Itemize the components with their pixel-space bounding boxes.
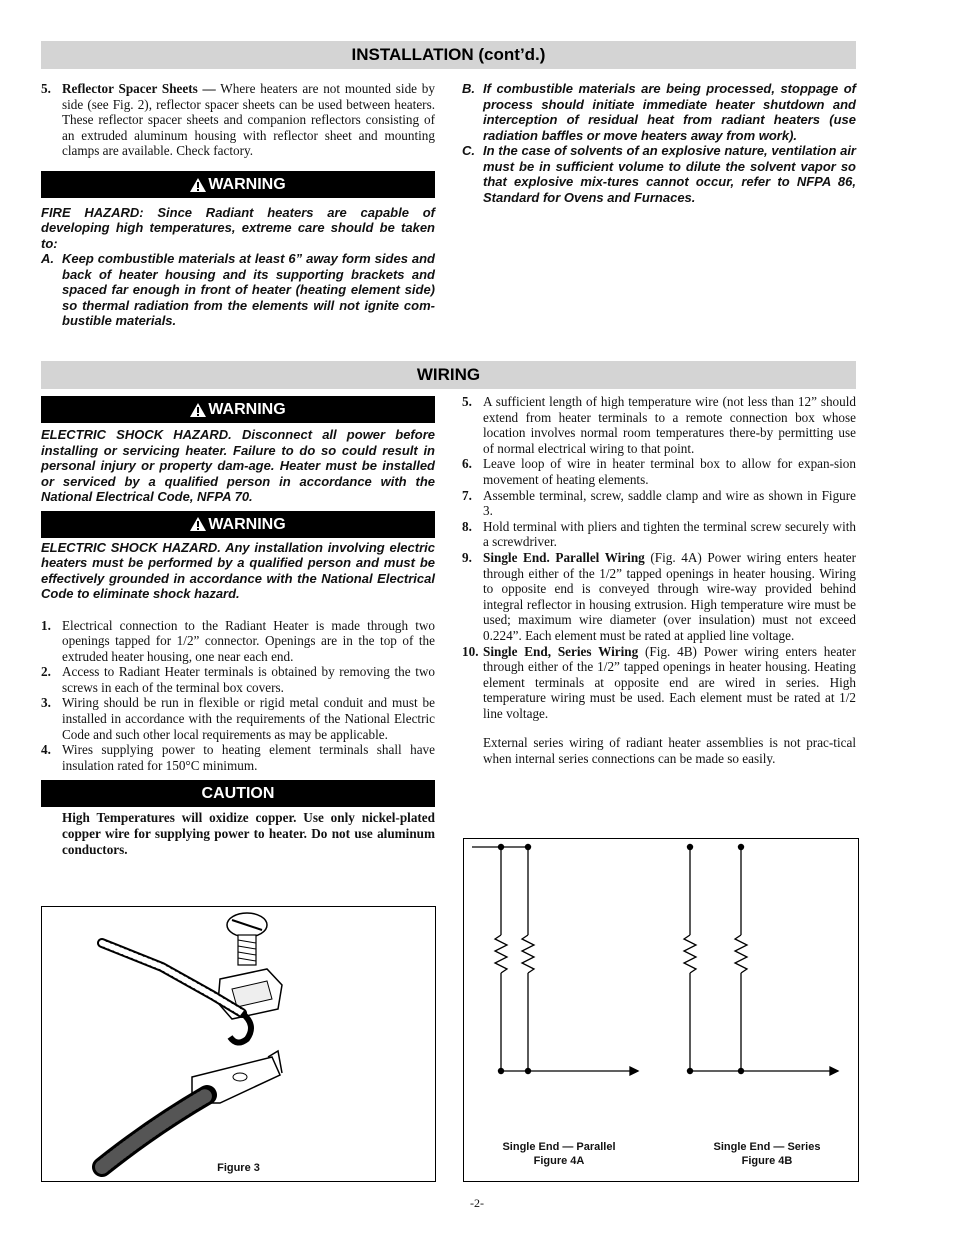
item-text: Assemble terminal, screw, saddle clamp and wire as shown in Figure 3. <box>483 487 856 519</box>
item-number: 5. <box>41 81 51 96</box>
warning-banner <box>41 511 435 538</box>
figure-4-box <box>463 838 859 1182</box>
reflector-spacer-item <box>41 81 435 159</box>
warning-triangle-icon <box>190 403 206 417</box>
wiring-right-column <box>462 394 856 767</box>
installation-left-column <box>41 81 435 329</box>
list-item <box>462 519 856 550</box>
list-item <box>41 742 435 773</box>
fire-hazard-item-a <box>41 251 435 329</box>
warning-banner <box>41 396 435 423</box>
list-item <box>462 644 856 722</box>
item-text: Electrical connection to the Radiant Heater is made through two openings tapped for 1/2” connector. Openings are in the top of the extruded heater housing, one near each end. <box>62 617 435 664</box>
list-item <box>462 456 856 487</box>
figure-4a-label: Figure 4A <box>533 1155 585 1167</box>
caution-text: High Temperatures will oxidize copper. Use only nickel-plated copper wire for supplying power to heater. Do not use aluminum conductors. <box>62 810 435 857</box>
item-number: 4. <box>41 742 51 758</box>
warning-banner <box>41 171 435 198</box>
item-text: Where heaters are not mounted side by side (see Fig. 2), reflector spacer sheets can be used between heaters. These reflector spacer sheets and companion reflectors consisting of an extruded aluminum housing with reflector sheet and mounting clamps are available. Check factory. <box>62 81 435 159</box>
list-item <box>41 664 435 695</box>
item-text: Access to Radiant Heater terminals is obtained by removing the two screws in each of the terminal box covers. <box>62 664 435 695</box>
warning-triangle-icon <box>190 517 206 531</box>
figure-3-box <box>41 906 436 1182</box>
installation-right-column <box>462 81 856 205</box>
item-text: Keep combustible materials at least 6” away form sides and back of heater housing and its supporting brackets and spaced far enough in front of heater (heating element side) so thermal radiation from the elements will not ignite com-bustible materials. <box>62 251 435 329</box>
item-letter: B. <box>462 81 475 96</box>
figure-4a-caption <box>484 1140 634 1168</box>
item-number: 3. <box>41 695 51 711</box>
warning-label: WARNING <box>208 175 286 193</box>
fire-hazard-text: FIRE HAZARD: Since Radiant heaters are capable of developing high temperatures, extreme care should be taken to: <box>41 204 435 251</box>
figure-4b-caption <box>692 1140 842 1168</box>
caution-banner <box>41 780 435 807</box>
item-number: 10. <box>462 643 479 659</box>
list-item <box>41 695 435 742</box>
item-number: 9. <box>462 549 472 565</box>
item-text: (Fig. 4B) Power wiring enters heater through either of the 1/2” tapped openings in heater housing. Heating element terminals at opposite end are wired in series. High temperature wiring must be used. Each element must be rated at 1/2 line voltage. <box>483 643 856 721</box>
item-letter: C. <box>462 143 475 158</box>
item-number: 8. <box>462 518 472 534</box>
external-series-note: External series wiring of radiant heater assemblies is not prac-tical when internal series connections can be made so easily. <box>483 735 856 767</box>
item-text: (Fig. 4A) Power wiring enters heater through either of the 1/2” tapped openings in heater housing. Wiring to opposite end is conveyed through wire-way provided behind integral reflector in housing extrusion. High temperature wire must be used; maximum wire diameter (over insulation) must not exceed 0.224”. Each element must be rated at applied line voltage. <box>483 549 856 643</box>
item-text: If combustible materials are being processed, stoppage of process should initiate immediate heater shutdown and interception of residual heat from radiant heaters (use radiation baffles or move heaters away from work). <box>483 81 856 143</box>
item-heading: Single End. Parallel Wiring <box>483 549 645 565</box>
installation-section-header <box>41 41 856 69</box>
item-number: 5. <box>462 394 472 409</box>
installation-title: INSTALLATION (cont’d.) <box>351 45 546 64</box>
item-number: 6. <box>462 456 472 472</box>
figure-4a-title: Single End — Parallel <box>502 1141 616 1153</box>
list-item <box>462 488 856 519</box>
electric-shock-warning-2: ELECTRIC SHOCK HAZARD. Any installation involving electric heaters must be performed by a qualified person and must be effectively grounded in accordance with the National Electrical Code to eliminate shock hazard. <box>41 539 435 601</box>
item-text: A sufficient length of high temperature wire (not less than 12” should extend from heater terminals to a remote connection box whose location involves normal room temperatures there-by permitting use of normal electrical wiring to that point. <box>483 394 856 456</box>
warning-label: WARNING <box>208 401 286 418</box>
list-item <box>462 550 856 644</box>
item-text: Hold terminal with pliers and tighten the terminal screw securely with a screwdriver. <box>483 518 856 550</box>
figure-3-caption: Figure 3 <box>217 1162 260 1174</box>
item-letter: A. <box>41 251 54 267</box>
wiring-steps-list <box>41 618 435 774</box>
item-number: 1. <box>41 617 51 633</box>
wiring-steps-list-continued <box>462 394 856 721</box>
item-number: 2. <box>41 664 51 680</box>
wiring-left-column <box>41 396 435 857</box>
warning-triangle-icon <box>190 178 206 192</box>
item-number: 7. <box>462 487 472 503</box>
item-heading: Reflector Spacer Sheets — <box>62 81 216 96</box>
list-item <box>41 618 435 665</box>
wiring-title: WIRING <box>416 365 481 384</box>
item-text: Wiring should be run in flexible or rigid metal conduit and must be installed in accordance with the requirements of the National Electric Code and such other local requirements as may be applicable. <box>62 695 435 742</box>
fire-hazard-item-b <box>462 81 856 143</box>
terminal-assembly-illustration <box>42 907 435 1181</box>
item-text: In the case of solvents of an explosive nature, ventilation air must be in sufficient volume to dilute the solvent vapor so that explosive mix-tures cannot occur, refer to NFPA 86, Standard for Ovens and Furnaces. <box>483 143 856 205</box>
list-item <box>462 394 856 456</box>
electric-shock-warning-1: ELECTRIC SHOCK HAZARD. Disconnect all power before installing or servicing heater. Failure to do so could result in personal injury or property dam-age. Heater must be installed or serviced by a qualified person in accordance with the National Electrical Code, NFPA 70. <box>41 427 435 504</box>
figure-4b-label: Figure 4B <box>741 1155 793 1167</box>
item-heading: Single End, Series Wiring <box>483 643 639 659</box>
figure-4b-title: Single End — Series <box>713 1141 821 1153</box>
wiring-section-header <box>41 361 856 389</box>
page-number: -2- <box>470 1196 484 1210</box>
fire-hazard-item-c <box>462 143 856 205</box>
item-text: Leave loop of wire in heater terminal box to allow for expan-sion movement of heating elements. <box>483 456 856 487</box>
caution-label: CAUTION <box>201 785 275 803</box>
warning-label: WARNING <box>208 515 286 533</box>
item-text: Wires supplying power to heating element terminals shall have insulation rated for 150°C minimum. <box>62 742 435 773</box>
wiring-diagram <box>464 839 858 1181</box>
